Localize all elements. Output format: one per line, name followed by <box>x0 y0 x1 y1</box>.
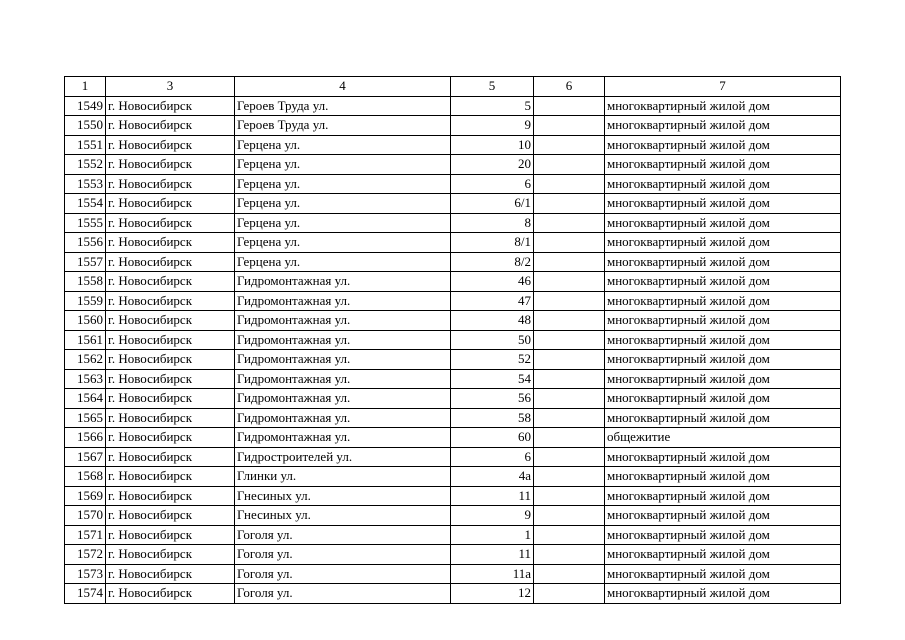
city-cell: г. Новосибирск <box>106 486 235 506</box>
header-cell-col1: 1 <box>65 77 106 97</box>
column6-cell <box>534 291 605 311</box>
column6-cell <box>534 174 605 194</box>
row-number-cell: 1552 <box>65 155 106 175</box>
row-number-cell: 1562 <box>65 350 106 370</box>
header-cell-col3: 3 <box>106 77 235 97</box>
street-cell: Герцена ул. <box>235 194 451 214</box>
house-number-cell: 8 <box>451 213 534 233</box>
table-row <box>65 194 841 214</box>
street-cell: Героев Труда ул. <box>235 116 451 136</box>
table-body <box>65 77 841 604</box>
building-type-cell: многоквартирный жилой дом <box>605 252 841 272</box>
header-cell-col5: 5 <box>451 77 534 97</box>
house-number-cell: 11 <box>451 545 534 565</box>
city-cell: г. Новосибирск <box>106 447 235 467</box>
building-type-cell: многоквартирный жилой дом <box>605 96 841 116</box>
table-row <box>65 447 841 467</box>
column6-cell <box>534 506 605 526</box>
table-row <box>65 272 841 292</box>
column6-cell <box>534 369 605 389</box>
house-number-cell: 11а <box>451 564 534 584</box>
row-number-cell: 1566 <box>65 428 106 448</box>
city-cell: г. Новосибирск <box>106 428 235 448</box>
city-cell: г. Новосибирск <box>106 116 235 136</box>
city-cell: г. Новосибирск <box>106 408 235 428</box>
street-cell: Героев Труда ул. <box>235 96 451 116</box>
city-cell: г. Новосибирск <box>106 350 235 370</box>
street-cell: Гидромонтажная ул. <box>235 311 451 331</box>
city-cell: г. Новосибирск <box>106 389 235 409</box>
row-number-cell: 1568 <box>65 467 106 487</box>
house-number-cell: 47 <box>451 291 534 311</box>
street-cell: Герцена ул. <box>235 252 451 272</box>
building-type-cell: многоквартирный жилой дом <box>605 272 841 292</box>
building-type-cell: многоквартирный жилой дом <box>605 447 841 467</box>
header-cell-col4: 4 <box>235 77 451 97</box>
housing-registry-table <box>64 76 841 604</box>
street-cell: Гоголя ул. <box>235 584 451 604</box>
column6-cell <box>534 116 605 136</box>
city-cell: г. Новосибирск <box>106 213 235 233</box>
building-type-cell: многоквартирный жилой дом <box>605 116 841 136</box>
house-number-cell: 50 <box>451 330 534 350</box>
building-type-cell: многоквартирный жилой дом <box>605 486 841 506</box>
street-cell: Герцена ул. <box>235 174 451 194</box>
row-number-cell: 1555 <box>65 213 106 233</box>
column6-cell <box>534 564 605 584</box>
building-type-cell: многоквартирный жилой дом <box>605 135 841 155</box>
street-cell: Гидромонтажная ул. <box>235 330 451 350</box>
city-cell: г. Новосибирск <box>106 467 235 487</box>
city-cell: г. Новосибирск <box>106 564 235 584</box>
house-number-cell: 58 <box>451 408 534 428</box>
table-row <box>65 252 841 272</box>
header-cell-col6: 6 <box>534 77 605 97</box>
city-cell: г. Новосибирск <box>106 311 235 331</box>
street-cell: Гоголя ул. <box>235 525 451 545</box>
column6-cell <box>534 389 605 409</box>
row-number-cell: 1559 <box>65 291 106 311</box>
city-cell: г. Новосибирск <box>106 272 235 292</box>
street-cell: Герцена ул. <box>235 135 451 155</box>
street-cell: Глинки ул. <box>235 467 451 487</box>
row-number-cell: 1571 <box>65 525 106 545</box>
house-number-cell: 9 <box>451 506 534 526</box>
street-cell: Герцена ул. <box>235 233 451 253</box>
table-row <box>65 291 841 311</box>
table-row <box>65 96 841 116</box>
street-cell: Гидромонтажная ул. <box>235 389 451 409</box>
table-row <box>65 564 841 584</box>
building-type-cell: многоквартирный жилой дом <box>605 330 841 350</box>
table-row <box>65 233 841 253</box>
street-cell: Гоголя ул. <box>235 545 451 565</box>
column6-cell <box>534 467 605 487</box>
building-type-cell: многоквартирный жилой дом <box>605 233 841 253</box>
column6-cell <box>534 252 605 272</box>
building-type-cell: многоквартирный жилой дом <box>605 311 841 331</box>
row-number-cell: 1573 <box>65 564 106 584</box>
table-row <box>65 155 841 175</box>
column6-cell <box>534 272 605 292</box>
building-type-cell: многоквартирный жилой дом <box>605 408 841 428</box>
building-type-cell: многоквартирный жилой дом <box>605 525 841 545</box>
building-type-cell: многоквартирный жилой дом <box>605 389 841 409</box>
row-number-cell: 1564 <box>65 389 106 409</box>
city-cell: г. Новосибирск <box>106 96 235 116</box>
row-number-cell: 1550 <box>65 116 106 136</box>
house-number-cell: 54 <box>451 369 534 389</box>
column6-cell <box>534 350 605 370</box>
house-number-cell: 11 <box>451 486 534 506</box>
city-cell: г. Новосибирск <box>106 291 235 311</box>
city-cell: г. Новосибирск <box>106 174 235 194</box>
column6-cell <box>534 155 605 175</box>
building-type-cell: многоквартирный жилой дом <box>605 467 841 487</box>
street-cell: Гидромонтажная ул. <box>235 428 451 448</box>
table-row <box>65 408 841 428</box>
column6-cell <box>534 135 605 155</box>
house-number-cell: 6/1 <box>451 194 534 214</box>
building-type-cell: многоквартирный жилой дом <box>605 291 841 311</box>
header-cell-col7: 7 <box>605 77 841 97</box>
row-number-cell: 1560 <box>65 311 106 331</box>
street-cell: Герцена ул. <box>235 213 451 233</box>
row-number-cell: 1554 <box>65 194 106 214</box>
table-row <box>65 545 841 565</box>
row-number-cell: 1572 <box>65 545 106 565</box>
street-cell: Гнесиных ул. <box>235 506 451 526</box>
column6-cell <box>534 525 605 545</box>
table-row <box>65 311 841 331</box>
building-type-cell: многоквартирный жилой дом <box>605 174 841 194</box>
building-type-cell: многоквартирный жилой дом <box>605 369 841 389</box>
house-number-cell: 8/1 <box>451 233 534 253</box>
table-row <box>65 116 841 136</box>
row-number-cell: 1558 <box>65 272 106 292</box>
city-cell: г. Новосибирск <box>106 233 235 253</box>
table-row <box>65 213 841 233</box>
row-number-cell: 1569 <box>65 486 106 506</box>
house-number-cell: 12 <box>451 584 534 604</box>
row-number-cell: 1549 <box>65 96 106 116</box>
row-number-cell: 1570 <box>65 506 106 526</box>
table-row <box>65 506 841 526</box>
table-row <box>65 135 841 155</box>
house-number-cell: 56 <box>451 389 534 409</box>
table-row <box>65 428 841 448</box>
house-number-cell: 5 <box>451 96 534 116</box>
city-cell: г. Новосибирск <box>106 545 235 565</box>
column6-cell <box>534 311 605 331</box>
table-row <box>65 467 841 487</box>
table-row <box>65 330 841 350</box>
row-number-cell: 1557 <box>65 252 106 272</box>
house-number-cell: 6 <box>451 447 534 467</box>
header-row <box>65 77 841 97</box>
house-number-cell: 52 <box>451 350 534 370</box>
column6-cell <box>534 545 605 565</box>
house-number-cell: 8/2 <box>451 252 534 272</box>
table-row <box>65 389 841 409</box>
row-number-cell: 1553 <box>65 174 106 194</box>
row-number-cell: 1551 <box>65 135 106 155</box>
table-row <box>65 174 841 194</box>
row-number-cell: 1565 <box>65 408 106 428</box>
column6-cell <box>534 408 605 428</box>
column6-cell <box>534 428 605 448</box>
city-cell: г. Новосибирск <box>106 525 235 545</box>
city-cell: г. Новосибирск <box>106 135 235 155</box>
column6-cell <box>534 447 605 467</box>
street-cell: Гнесиных ул. <box>235 486 451 506</box>
building-type-cell: многоквартирный жилой дом <box>605 194 841 214</box>
city-cell: г. Новосибирск <box>106 506 235 526</box>
building-type-cell: многоквартирный жилой дом <box>605 564 841 584</box>
column6-cell <box>534 584 605 604</box>
house-number-cell: 46 <box>451 272 534 292</box>
column6-cell <box>534 233 605 253</box>
building-type-cell: многоквартирный жилой дом <box>605 213 841 233</box>
city-cell: г. Новосибирск <box>106 330 235 350</box>
house-number-cell: 6 <box>451 174 534 194</box>
street-cell: Гидромонтажная ул. <box>235 272 451 292</box>
table-row <box>65 525 841 545</box>
column6-cell <box>534 330 605 350</box>
city-cell: г. Новосибирск <box>106 194 235 214</box>
building-type-cell: многоквартирный жилой дом <box>605 350 841 370</box>
city-cell: г. Новосибирск <box>106 584 235 604</box>
street-cell: Гидромонтажная ул. <box>235 350 451 370</box>
table-row <box>65 486 841 506</box>
row-number-cell: 1556 <box>65 233 106 253</box>
house-number-cell: 1 <box>451 525 534 545</box>
row-number-cell: 1563 <box>65 369 106 389</box>
street-cell: Герцена ул. <box>235 155 451 175</box>
house-number-cell: 10 <box>451 135 534 155</box>
street-cell: Гидромонтажная ул. <box>235 291 451 311</box>
table-row <box>65 350 841 370</box>
house-number-cell: 4а <box>451 467 534 487</box>
row-number-cell: 1574 <box>65 584 106 604</box>
building-type-cell: общежитие <box>605 428 841 448</box>
column6-cell <box>534 213 605 233</box>
table-row <box>65 369 841 389</box>
building-type-cell: многоквартирный жилой дом <box>605 584 841 604</box>
city-cell: г. Новосибирск <box>106 252 235 272</box>
column6-cell <box>534 486 605 506</box>
house-number-cell: 9 <box>451 116 534 136</box>
street-cell: Гоголя ул. <box>235 564 451 584</box>
building-type-cell: многоквартирный жилой дом <box>605 155 841 175</box>
column6-cell <box>534 194 605 214</box>
city-cell: г. Новосибирск <box>106 155 235 175</box>
building-type-cell: многоквартирный жилой дом <box>605 545 841 565</box>
house-number-cell: 60 <box>451 428 534 448</box>
table-row <box>65 584 841 604</box>
row-number-cell: 1567 <box>65 447 106 467</box>
building-type-cell: многоквартирный жилой дом <box>605 506 841 526</box>
house-number-cell: 20 <box>451 155 534 175</box>
street-cell: Гидромонтажная ул. <box>235 408 451 428</box>
column6-cell <box>534 96 605 116</box>
row-number-cell: 1561 <box>65 330 106 350</box>
street-cell: Гидромонтажная ул. <box>235 369 451 389</box>
city-cell: г. Новосибирск <box>106 369 235 389</box>
street-cell: Гидростроителей ул. <box>235 447 451 467</box>
house-number-cell: 48 <box>451 311 534 331</box>
